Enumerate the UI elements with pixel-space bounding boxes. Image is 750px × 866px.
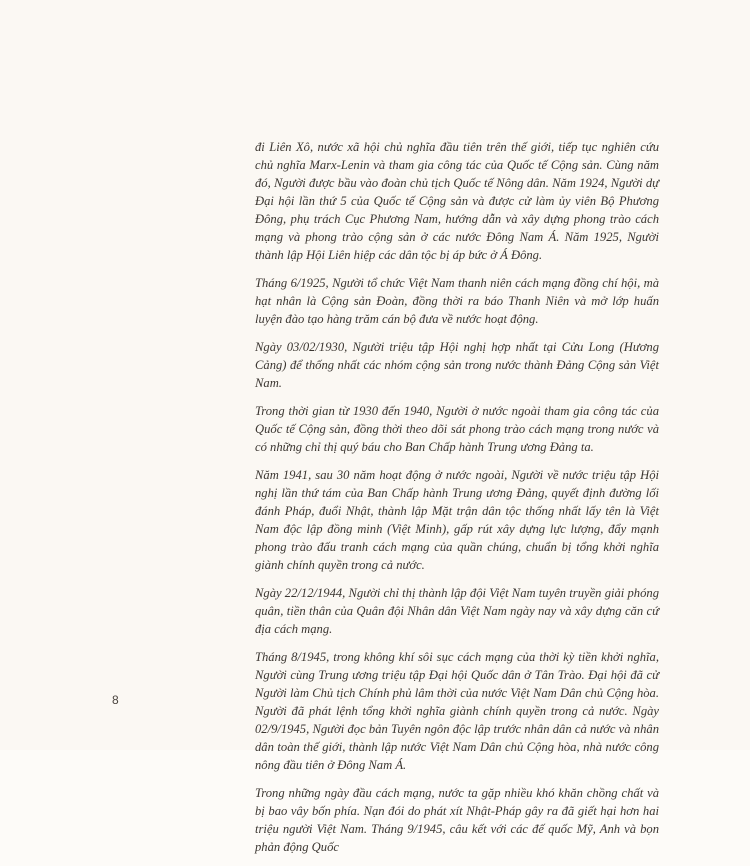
- paragraph: đi Liên Xô, nước xã hội chủ nghĩa đầu tiên trên thế giới, tiếp tục nghiên cứu chủ nghĩa Marx-Lenin và tham gia công tác của Quốc tế Cộng sản. Cùng năm đó, Người được bầu vào đoàn chủ tịch Quốc tế Nông dân. Năm 1924, Người dự Đại hội lần thứ 5 của Quốc tế Cộng sản và được cử làm ủy viên Bộ Phương Đông, phụ trách Cục Phương Nam, hướng dẫn và xây dựng phong trào cách mạng và phong trào cộng sản ở các nước Đông Nam Á. Năm 1925, Người thành lập Hội Liên hiệp các dân tộc bị áp bức ở Á Đông.: [255, 140, 659, 262]
- paragraph: Tháng 8/1945, trong không khí sôi sục cách mạng của thời kỳ tiền khởi nghĩa, Người cùng Trung ương triệu tập Đại hội Quốc dân ở Tân Trào. Đại hội đã cử Người làm Chủ tịch Chính phủ lâm thời của nước Việt Nam Dân chủ Cộng hòa. Người đã phát lệnh tổng khởi nghĩa giành chính quyền trong cả nước. Ngày 02/9/1945, Người đọc bản Tuyên ngôn độc lập trước nhân dân cả nước và nhân dân toàn thế giới, thành lập nước Việt Nam Dân chủ Cộng hòa, nhà nước công nông đầu tiên ở Đông Nam Á.: [255, 650, 659, 772]
- body-text: [255, 138, 659, 866]
- paragraph: Trong thời gian từ 1930 đến 1940, Người ở nước ngoài tham gia công tác của Quốc tế Cộng sản, đồng thời theo dõi sát phong trào cách mạng trong nước và có những chỉ thị quý báu cho Ban Chấp hành Trung ương Đảng ta.: [255, 404, 659, 454]
- paragraph: Năm 1941, sau 30 năm hoạt động ở nước ngoài, Người về nước triệu tập Hội nghị lần thứ tám của Ban Chấp hành Trung ương Đảng, quyết định đường lối đánh Pháp, đuổi Nhật, thành lập Mặt trận dân tộc thống nhất lấy tên là Việt Nam độc lập đồng minh (Việt Minh), gấp rút xây dựng lực lượng, đẩy mạnh phong trào đấu tranh cách mạng của quần chúng, chuẩn bị tổng khởi nghĩa giành chính quyền trong cả nước.: [255, 468, 659, 572]
- paragraph: Ngày 03/02/1930, Người triệu tập Hội nghị hợp nhất tại Cửu Long (Hương Cảng) để thống nhất các nhóm cộng sản trong nước thành Đảng Cộng sản Việt Nam.: [255, 340, 659, 390]
- page-number: 8: [112, 693, 119, 707]
- paragraph: Tháng 6/1925, Người tổ chức Việt Nam thanh niên cách mạng đồng chí hội, mà hạt nhân là Cộng sản Đoàn, đồng thời ra báo Thanh Niên và mở lớp huấn luyện đào tạo hàng trăm cán bộ đưa về nước hoạt động.: [255, 276, 659, 326]
- paragraph: Trong những ngày đầu cách mạng, nước ta gặp nhiều khó khăn chồng chất và bị bao vây bốn phía. Nạn đói do phát xít Nhật-Pháp gây ra đã giết hại hơn hai triệu người Việt Nam. Tháng 9/1945, câu kết với các đế quốc Mỹ, Anh và bọn phản động Quốc: [255, 786, 659, 854]
- paragraph: Ngày 22/12/1944, Người chỉ thị thành lập đội Việt Nam tuyên truyền giải phóng quân, tiền thân của Quân đội Nhân dân Việt Nam ngày nay và xây dựng căn cứ địa cách mạng.: [255, 586, 659, 636]
